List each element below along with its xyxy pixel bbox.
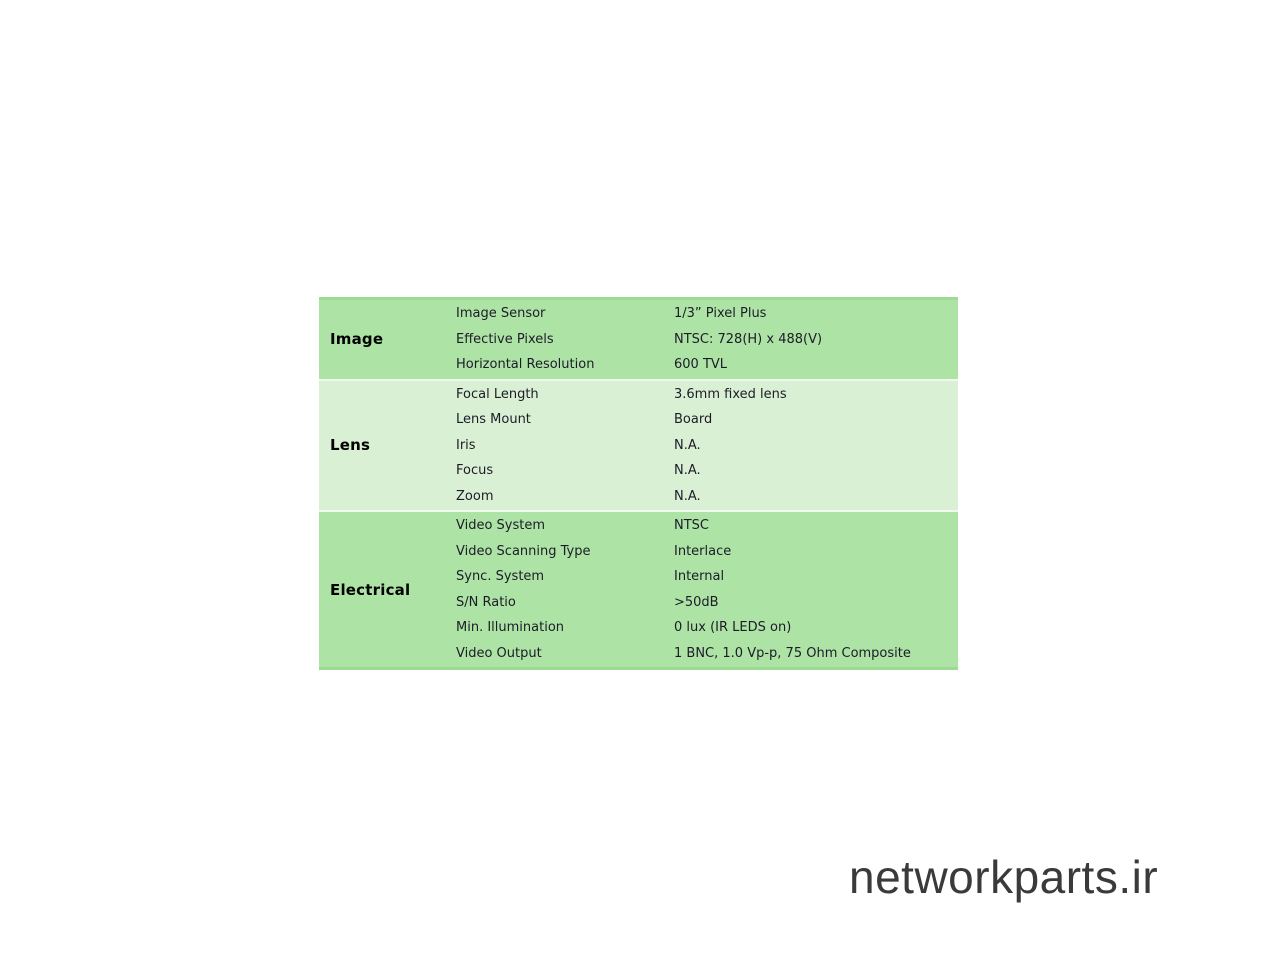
spec-label: Video Scanning Type	[456, 543, 591, 559]
section-rows	[456, 381, 958, 511]
table-row	[456, 352, 958, 378]
spec-value: 1/3” Pixel Plus	[674, 306, 767, 322]
section-title: Image	[330, 330, 384, 349]
spec-value: >50dB	[674, 594, 719, 610]
table-row	[456, 615, 958, 641]
section-rows	[456, 512, 958, 667]
spec-table	[319, 297, 958, 670]
table-row	[456, 513, 958, 539]
spec-value: Internal	[674, 569, 725, 585]
spec-label: Iris	[456, 437, 476, 453]
spec-value: NTSC: 728(H) x 488(V)	[674, 331, 823, 347]
table-row	[456, 539, 958, 565]
spec-label: Video System	[456, 518, 546, 534]
table-row	[456, 327, 958, 353]
spec-label: Zoom	[456, 488, 494, 504]
section-lens	[319, 379, 958, 511]
table-row	[456, 301, 958, 327]
table-row	[456, 433, 958, 459]
spec-value: N.A.	[674, 488, 701, 504]
spec-label: Focal Length	[456, 386, 539, 402]
spec-label: Lens Mount	[456, 412, 531, 428]
spec-value: Board	[674, 412, 713, 428]
spec-label: Sync. System	[456, 569, 545, 585]
section-rows	[456, 300, 958, 379]
section-electrical	[319, 510, 958, 667]
spec-value: 3.6mm fixed lens	[674, 386, 787, 402]
section-title: Lens	[330, 436, 371, 455]
spec-value: 1 BNC, 1.0 Vp-p, 75 Ohm Composite	[674, 645, 911, 661]
table-row	[456, 564, 958, 590]
spec-label: Effective Pixels	[456, 331, 554, 347]
spec-value: NTSC	[674, 518, 709, 534]
spec-label: Image Sensor	[456, 306, 546, 322]
table-row	[456, 458, 958, 484]
section-image	[319, 300, 958, 379]
spec-value: N.A.	[674, 437, 701, 453]
table-row	[456, 590, 958, 616]
spec-label: Video Output	[456, 645, 542, 661]
table-row	[456, 382, 958, 408]
section-title: Electrical	[330, 580, 411, 599]
networkparts-watermark-logo: networkparts.ir	[849, 851, 1159, 903]
spec-value: 600 TVL	[674, 357, 728, 373]
table-row	[456, 407, 958, 433]
spec-value: Interlace	[674, 543, 732, 559]
spec-label: Focus	[456, 463, 494, 479]
spec-label: Min. Illumination	[456, 620, 565, 636]
spec-label: S/N Ratio	[456, 594, 516, 610]
spec-value: N.A.	[674, 463, 701, 479]
table-row	[456, 484, 958, 510]
table-row	[456, 641, 958, 667]
spec-label: Horizontal Resolution	[456, 357, 595, 373]
spec-value: 0 lux (IR LEDS on)	[674, 620, 792, 636]
